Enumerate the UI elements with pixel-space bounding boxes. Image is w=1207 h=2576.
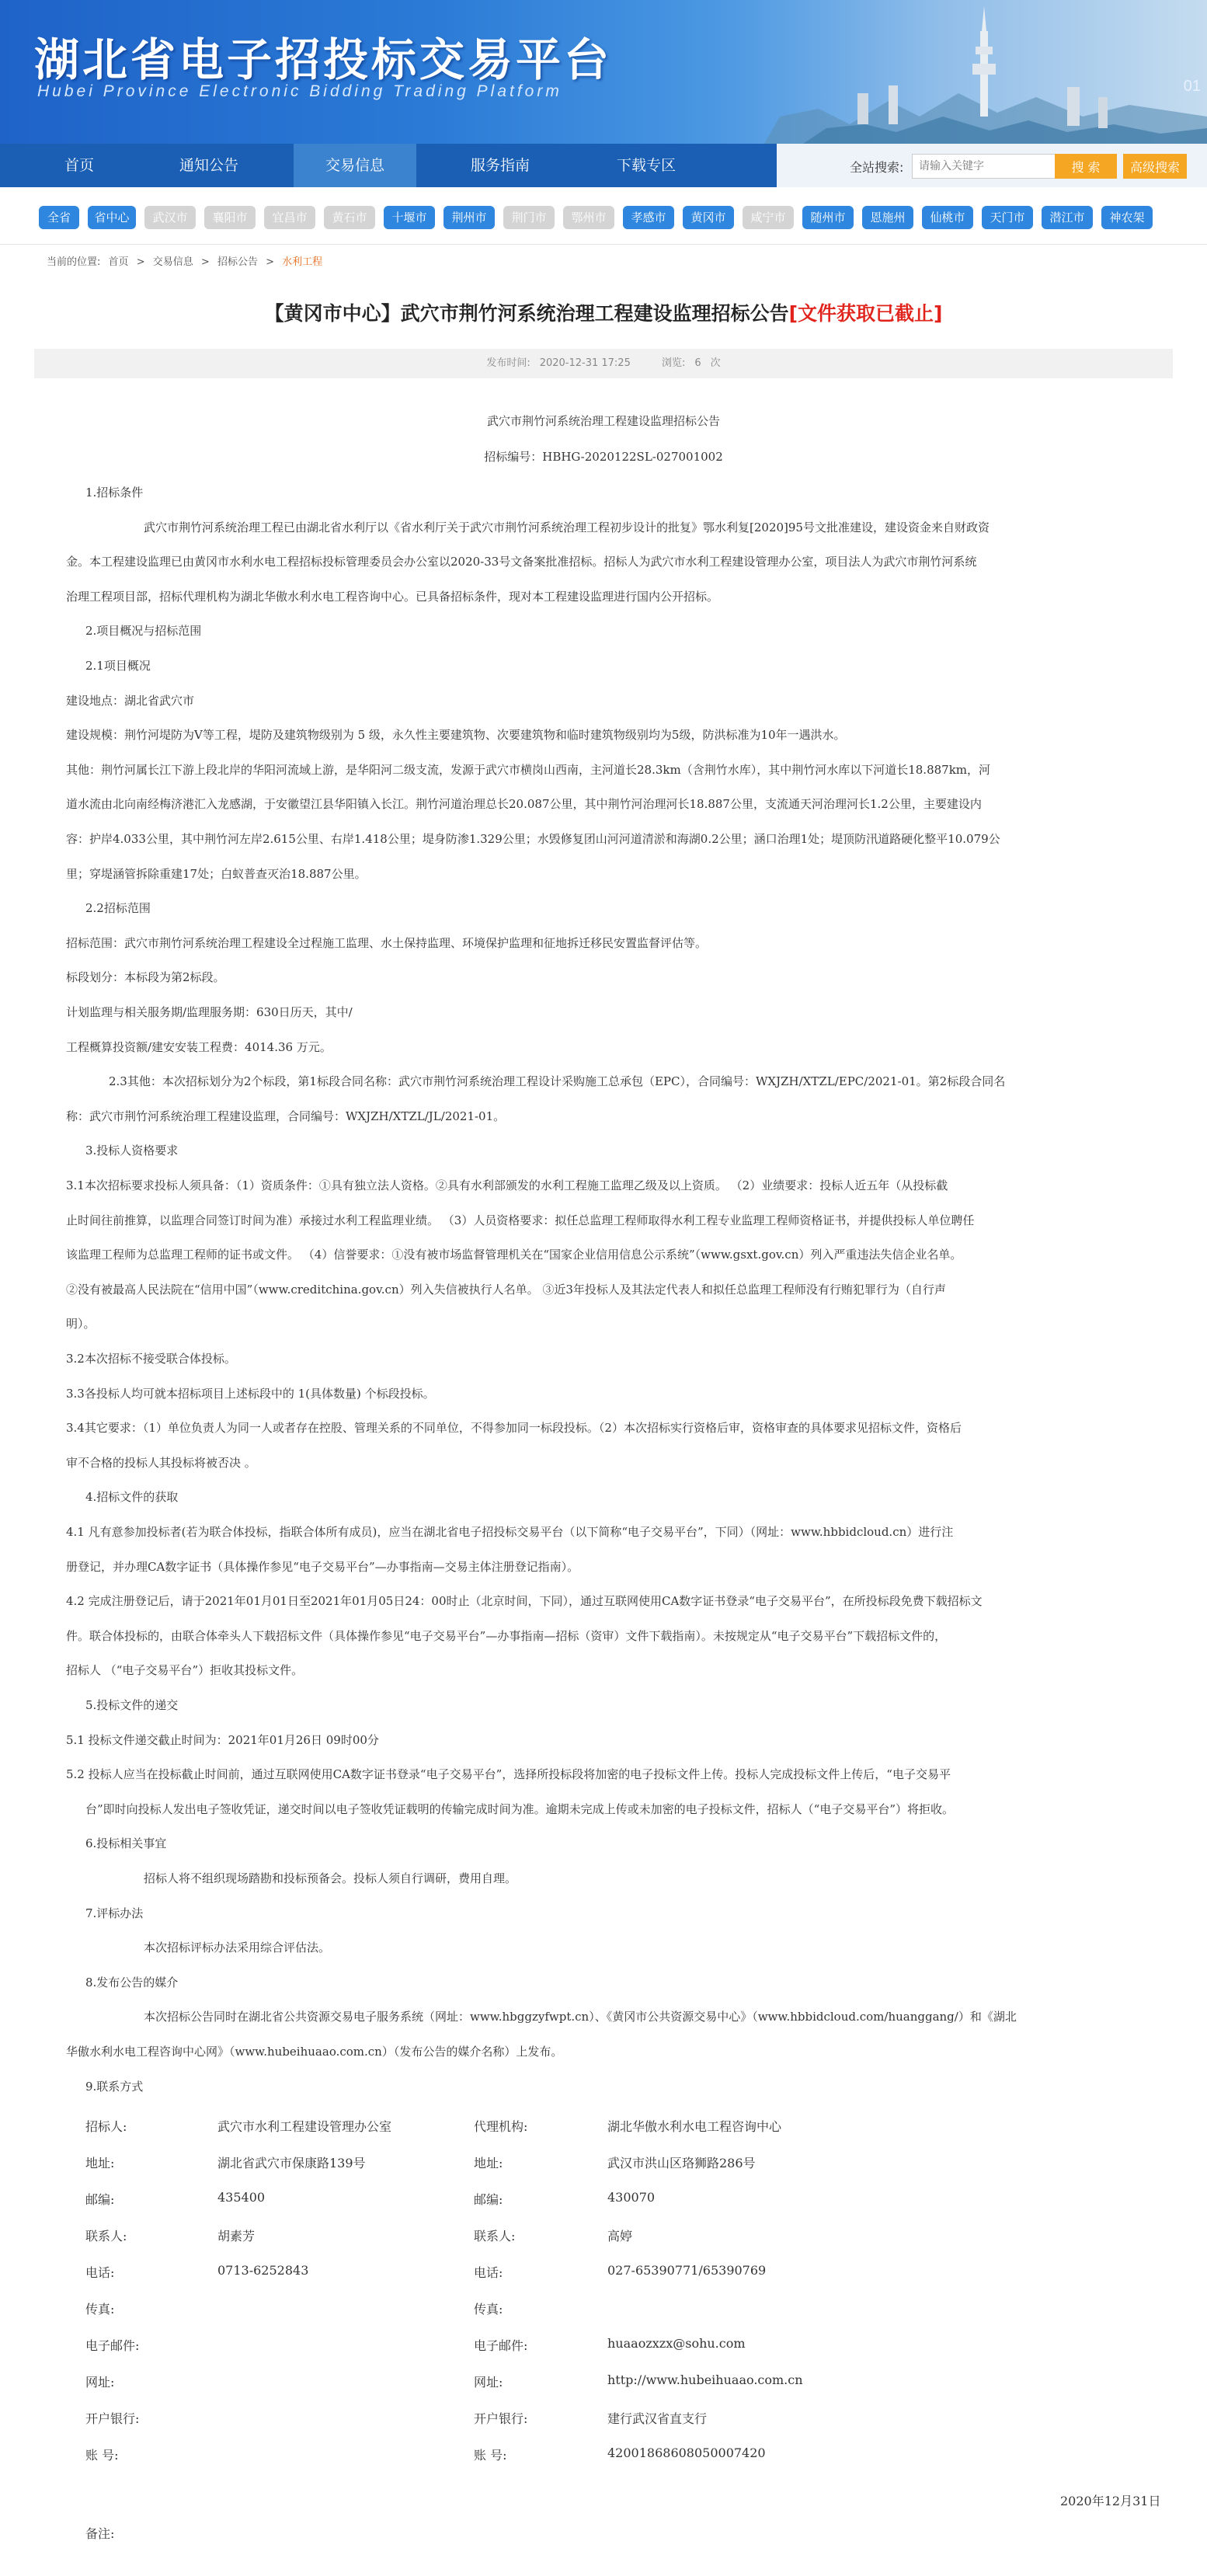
article-status-badge: [文件获取已截止] <box>788 302 943 325</box>
contact-label: 招标人: <box>85 2119 127 2134</box>
contact-label: 账 号: <box>85 2448 119 2463</box>
city-tag[interactable]: 咸宁市 <box>743 206 794 229</box>
contact-row <box>85 2299 1095 2336</box>
city-tag[interactable]: 全省 <box>39 206 79 229</box>
contact-row <box>85 2153 1095 2190</box>
views-count: 6 <box>694 357 701 369</box>
contact-row <box>85 2190 1095 2226</box>
article-paragraph-line: 建设规模：荆竹河堤防为Ⅴ等工程，堤防及建筑物级别为 5 级，永久性主要建筑物、次要建筑物和临时建筑物级别均为5级，防洪标准为10年一遇洪水。 <box>66 728 846 743</box>
doc-title: 武穴市荆竹河系统治理工程建设监理招标公告 <box>486 414 720 428</box>
contact-value: 0713-6252843 <box>217 2263 309 2278</box>
article-paragraph-line: ②没有被最高人民法院在“信用中国”（www.creditchina.gov.cn）列入失信被执行人名单。 ③近3年投标人及其法定代表人和拟任总监理工程师没有行贿犯罪行为（自行声 <box>66 1282 946 1297</box>
contact-label: 代理机构: <box>474 2119 528 2134</box>
article-paragraph-line: 招标人 （“电子交易平台”）拒收其投标文件。 <box>66 1663 304 1678</box>
search-button[interactable]: 搜 索 <box>1055 154 1117 179</box>
main-nav <box>0 144 1207 187</box>
article-paragraph-line: 9.联系方式 <box>85 2079 144 2094</box>
article-paragraph-line: 本次招标公告同时在湖北省公共资源交易电子服务系统（网址：www.hbggzyfwpt.cn）、《黄冈市公共资源交易中心》（www.hbbidcloud.com/huanggang/）和《湖北 <box>144 2010 1017 2024</box>
nav-home[interactable]: 首页 <box>64 157 94 174</box>
nav-service-guide[interactable]: 服务指南 <box>470 157 530 174</box>
article-paragraph-line: 标段划分：本标段为第2标段。 <box>66 970 225 985</box>
contact-row <box>85 2372 1095 2409</box>
article-title-text: 【黄冈市中心】武穴市荆竹河系统治理工程建设监理招标公告 <box>264 302 789 325</box>
contact-label: 开户银行: <box>474 2411 528 2426</box>
article-paragraph-line: 3.投标人资格要求 <box>85 1144 179 1158</box>
article-paragraph-line: 8.发布公告的媒介 <box>85 1975 179 1989</box>
article-paragraph-line: 5.1 投标文件递交截止时间为：2021年01月26日 09时00分 <box>66 1732 379 1747</box>
article-paragraph-line: 计划监理与相关服务期/监理服务期：630日历天，其中/ <box>66 1005 353 1019</box>
breadcrumb-home[interactable]: 首页 <box>108 256 129 268</box>
contact-row <box>85 2409 1095 2445</box>
breadcrumb-bid-notice[interactable]: 招标公告 <box>217 256 258 268</box>
city-tag[interactable]: 荆州市 <box>443 206 495 229</box>
article-paragraph-line: 册登记，并办理CA数字证书（具体操作参见“电子交易平台”—办事指南—交易主体注册登记指南）。 <box>66 1559 579 1574</box>
article-paragraph-line: 本次招标评标办法采用综合评估法。 <box>144 1941 331 1955</box>
contact-row <box>85 2445 1095 2482</box>
contact-value: 建行武汉省直支行 <box>607 2411 708 2426</box>
city-tag[interactable]: 孝感市 <box>623 206 674 229</box>
contact-value: http://www.hubeihuaao.com.cn <box>607 2372 803 2387</box>
article-paragraph-line: 2.1项目概况 <box>85 659 151 673</box>
city-tag[interactable]: 天门市 <box>982 206 1033 229</box>
contact-row <box>85 2117 1095 2153</box>
city-tag[interactable]: 武汉市 <box>144 206 196 229</box>
city-tag[interactable]: 黄冈市 <box>683 206 734 229</box>
contact-label: 传真: <box>85 2302 115 2317</box>
views-label: 浏览: <box>662 357 686 369</box>
contact-label: 邮编: <box>474 2192 503 2207</box>
city-skyline-image <box>663 0 1207 144</box>
article-paragraph-line: 建设地点：湖北省武穴市 <box>66 693 195 708</box>
breadcrumb-current[interactable]: 水利工程 <box>282 256 323 268</box>
article-paragraph-line: 1.招标条件 <box>85 486 144 500</box>
site-title: 湖北省电子招投标交易平台 <box>34 33 613 86</box>
article-paragraph-line: 3.3各投标人均可就本招标项目上述标段中的 1(具体数量) 个标段投标。 <box>66 1386 435 1401</box>
article-paragraph-line: 审不合格的投标人其投标将被否决 。 <box>66 1455 256 1470</box>
city-tag[interactable]: 荆门市 <box>503 206 555 229</box>
article-paragraph-line: 5.投标文件的递交 <box>85 1698 179 1712</box>
breadcrumb-trade-info[interactable]: 交易信息 <box>152 256 193 268</box>
contact-value: 430070 <box>607 2190 656 2205</box>
contact-value: 高婷 <box>607 2229 633 2244</box>
search-input[interactable] <box>912 154 1058 179</box>
contact-row <box>85 2226 1095 2263</box>
article-paragraph-line: 2.项目概况与招标范围 <box>85 624 202 639</box>
article-paragraph-line: 3.4其它要求：（1）单位负责人为同一人或者存在控股、管理关系的不同单位，不得参加同一标段投标。（2）本次招标实行资格后审，资格审查的具体要求见招标文件，资格后 <box>66 1421 962 1436</box>
contact-value: 胡素芳 <box>217 2229 256 2244</box>
search-label: 全站搜索: <box>850 160 904 175</box>
article-paragraph-line: 工程概算投资额/建安安装工程费：4014.36 万元。 <box>66 1039 332 1054</box>
publish-time-label: 发布时间: <box>486 357 530 369</box>
site-subtitle: Hubei Province Electronic Bidding Trading Platform <box>37 82 562 100</box>
contact-label: 联系人: <box>85 2229 127 2244</box>
contact-value: 435400 <box>217 2190 266 2205</box>
contact-label: 开户银行: <box>85 2411 140 2426</box>
breadcrumb-sep: > <box>266 256 274 268</box>
contact-row <box>85 2336 1095 2372</box>
article-paragraph-line: 4.招标文件的获取 <box>85 1490 179 1505</box>
article-paragraph-line: 4.1 凡有意参加投标者(若为联合体投标，指联合体所有成员)，应当在湖北省电子招投标交易平台（以下简称“电子交易平台”，下同）（网址：www.hbbidcloud.cn）进行注 <box>66 1525 954 1539</box>
header-banner <box>0 0 1207 144</box>
article-meta <box>34 349 1173 378</box>
contact-label: 电子邮件: <box>85 2338 140 2353</box>
article-paragraph-line: 金。本工程建设监理已由黄冈市水利水电工程招标投标管理委员会办公室以2020-33号文备案批准招标。招标人为武穴市水利工程建设管理办公室，项目法人为武穴市荆竹河系统 <box>66 555 977 569</box>
article-paragraph-line: 2.3其他：本次招标划分为2个标段，第1标段合同名称：武穴市荆竹河系统治理工程设计采购施工总承包（EPC），合同编号：WXJZH/XTZL/EPC/2021-01。第2标段合同名 <box>109 1074 1006 1089</box>
breadcrumb-sep: > <box>136 256 145 268</box>
article-title <box>0 298 1207 326</box>
contact-value: 武穴市水利工程建设管理办公室 <box>217 2119 392 2134</box>
advanced-search-button[interactable]: 高级搜索 <box>1123 154 1187 179</box>
contact-label: 电话: <box>85 2265 115 2280</box>
contact-value: huaaozxzx@sohu.com <box>607 2336 746 2351</box>
contact-label: 传真: <box>474 2302 503 2317</box>
article-paragraph-line: 容：护岸4.033公里，其中荆竹河左岸2.615公里、右岸1.418公里；堤身防渗1.329公里；水毁修复团山河河道清淤和海湖0.2公里；涵口治理1处；堤顶防汛道路硬化整平10.079公 <box>66 832 1000 846</box>
city-tag[interactable]: 鄂州市 <box>563 206 614 229</box>
nav-downloads[interactable]: 下载专区 <box>616 157 676 174</box>
nav-trade-info[interactable]: 交易信息 <box>294 144 416 187</box>
city-tag[interactable]: 宜昌市 <box>264 206 315 229</box>
city-tag[interactable]: 十堰市 <box>384 206 435 229</box>
views-unit: 次 <box>710 357 721 369</box>
city-filter-bar <box>0 187 1207 245</box>
contact-label: 联系人: <box>474 2229 516 2244</box>
breadcrumb-sep: > <box>200 256 210 268</box>
article-paragraph-line: 称：武穴市荆竹河系统治理工程建设监理，合同编号：WXJZH/XTZL/JL/2021-01。 <box>66 1109 506 1123</box>
city-tag[interactable]: 随州市 <box>802 206 854 229</box>
article-paragraph-line: 3.1本次招标要求投标人须具备：（1）资质条件：①具有独立法人资格。②具有水利部颁发的水利工程施工监理乙级及以上资质。 （2）业绩要求：投标人近五年（从投标截 <box>66 1178 948 1192</box>
city-tag[interactable]: 仙桃市 <box>922 206 973 229</box>
contact-value: 湖北华傲水利水电工程咨询中心 <box>607 2119 782 2134</box>
article-paragraph-line: 里；穿堤涵管拆除重建17处；白蚁普查灭治18.887公里。 <box>66 866 367 881</box>
article-paragraph-line: 华傲水利水电工程咨询中心网》（www.hubeihuaao.com.cn）（发布公告的媒介名称）上发布。 <box>66 2045 563 2059</box>
contact-label: 账 号: <box>474 2448 507 2463</box>
publish-date: 2020年12月31日 <box>1060 2494 1161 2508</box>
city-tag[interactable]: 恩施州 <box>862 206 913 229</box>
city-tag[interactable]: 省中心 <box>88 206 136 229</box>
contact-label: 地址: <box>85 2156 115 2170</box>
article-paragraph-line: 5.2 投标人应当在投标截止时间前，通过互联网使用CA数字证书登录“电子交易平台”，选择所投标段将加密的电子投标文件上传。投标人完成投标文件上传后，“电子交易平 <box>66 1767 951 1782</box>
contact-table <box>85 2117 1095 2482</box>
article-paragraph-line: 4.2 完成注册登记后，请于2021年01月01日至2021年01月05日24：00时止（北京时间，下同），通过互联网使用CA数字证书登录“电子交易平台”，在所投标段免费下载招标文 <box>66 1594 983 1609</box>
contact-label: 电子邮件: <box>474 2338 528 2353</box>
article-paragraph-line: 道水流由北向南经梅济港汇入龙感湖，于安徽望江县华阳镇入长江。荆竹河道治理总长20.087公里，其中荆竹河治理河长18.887公里，支流通天河治理河长1.2公里，主要建设内 <box>66 797 982 812</box>
banner-edge-text: 01 <box>1183 78 1201 95</box>
article-paragraph-line: 3.2本次招标不接受联合体投标。 <box>66 1352 236 1366</box>
article-paragraph-line: 7.评标办法 <box>85 1906 144 1920</box>
city-tag[interactable]: 黄石市 <box>324 206 375 229</box>
contact-label: 邮编: <box>85 2192 115 2207</box>
city-tag[interactable]: 神农架 <box>1101 206 1153 229</box>
contact-label: 地址: <box>474 2156 503 2170</box>
publish-time: 2020-12-31 17:25 <box>539 357 631 369</box>
city-tag[interactable]: 襄阳市 <box>204 206 256 229</box>
contact-label: 电话: <box>474 2265 503 2280</box>
contact-value: 湖北省武穴市保康路139号 <box>217 2156 366 2170</box>
article-paragraph-line: 明）。 <box>66 1317 96 1332</box>
nav-notices[interactable]: 通知公告 <box>179 157 238 174</box>
contact-row <box>85 2263 1095 2299</box>
article-paragraph-line: 治理工程项目部，招标代理机构为湖北华傲水利水电工程咨询中心。已具备招标条件，现对本工程建设监理进行国内公开招标。 <box>66 589 719 604</box>
article-paragraph-line: 招标范围：武穴市荆竹河系统治理工程建设全过程施工监理、水土保持监理、环境保护监理和征地拆迁移民安置监督评估等。 <box>66 935 708 950</box>
article-paragraph-line: 件。联合体投标的，由联合体牵头人下载招标文件（具体操作参见“电子交易平台”—办事指南—招标（资审）文件下载指南）。未按规定从“电子交易平台”下载招标文件的， <box>66 1628 947 1643</box>
article-paragraph-line: 该监理工程师为总监理工程师的证书或文件。 （4）信誉要求：①没有被市场监督管理机关在“国家企业信用信息公示系统”（www.gsxt.gov.cn）列入严重违法失信企业名单。 <box>66 1248 962 1262</box>
breadcrumb <box>47 253 327 268</box>
breadcrumb-label: 当前的位置: <box>47 256 101 268</box>
article-paragraph-line: 台”即时向投标人发出电子签收凭证，递交时间以电子签收凭证载明的传输完成时间为准。逾期未完成上传或未加密的电子投标文件，招标人（“电子交易平台”）将拒收。 <box>85 1801 955 1816</box>
article-paragraph-line: 武穴市荆竹河系统治理工程已由湖北省水利厅以《省水利厅关于武穴市荆竹河系统治理工程初步设计的批复》鄂水利复[2020]95号文批准建设，建设资金来自财政资 <box>144 520 990 534</box>
contact-value: 027-65390771/65390769 <box>607 2263 767 2278</box>
contact-label: 网址: <box>85 2375 115 2390</box>
city-tag[interactable]: 潜江市 <box>1042 206 1093 229</box>
remark-label: 备注: <box>85 2526 115 2541</box>
article-paragraph-line: 其他：荆竹河属长江下游上段北岸的华阳河流域上游，是华阳河二级支流，发源于武穴市横岗山西南，主河道长28.3km（含荆竹水库），其中荆竹河水库以下河道长18.887km，河 <box>66 762 991 777</box>
contact-value: 42001868608050007420 <box>607 2445 766 2460</box>
doc-number: 招标编号：HBHG-2020122SL-027001002 <box>484 450 723 464</box>
article-paragraph-line: 止时间往前推算，以监理合同签订时间为准）承接过水利工程监理业绩。 （3）人员资格要求：拟任总监理工程师取得水利工程专业监理工程师资格证书，并提供投标人单位聘任 <box>66 1213 975 1227</box>
article-paragraph-line: 6.投标相关事宜 <box>85 1836 167 1851</box>
article-paragraph-line: 2.2招标范围 <box>85 901 151 916</box>
contact-label: 网址: <box>474 2375 503 2390</box>
article-paragraph-line: 招标人将不组织现场踏勘和投标预备会。投标人须自行调研，费用自理。 <box>144 1871 517 1885</box>
contact-value: 武汉市洪山区珞狮路286号 <box>607 2156 756 2170</box>
